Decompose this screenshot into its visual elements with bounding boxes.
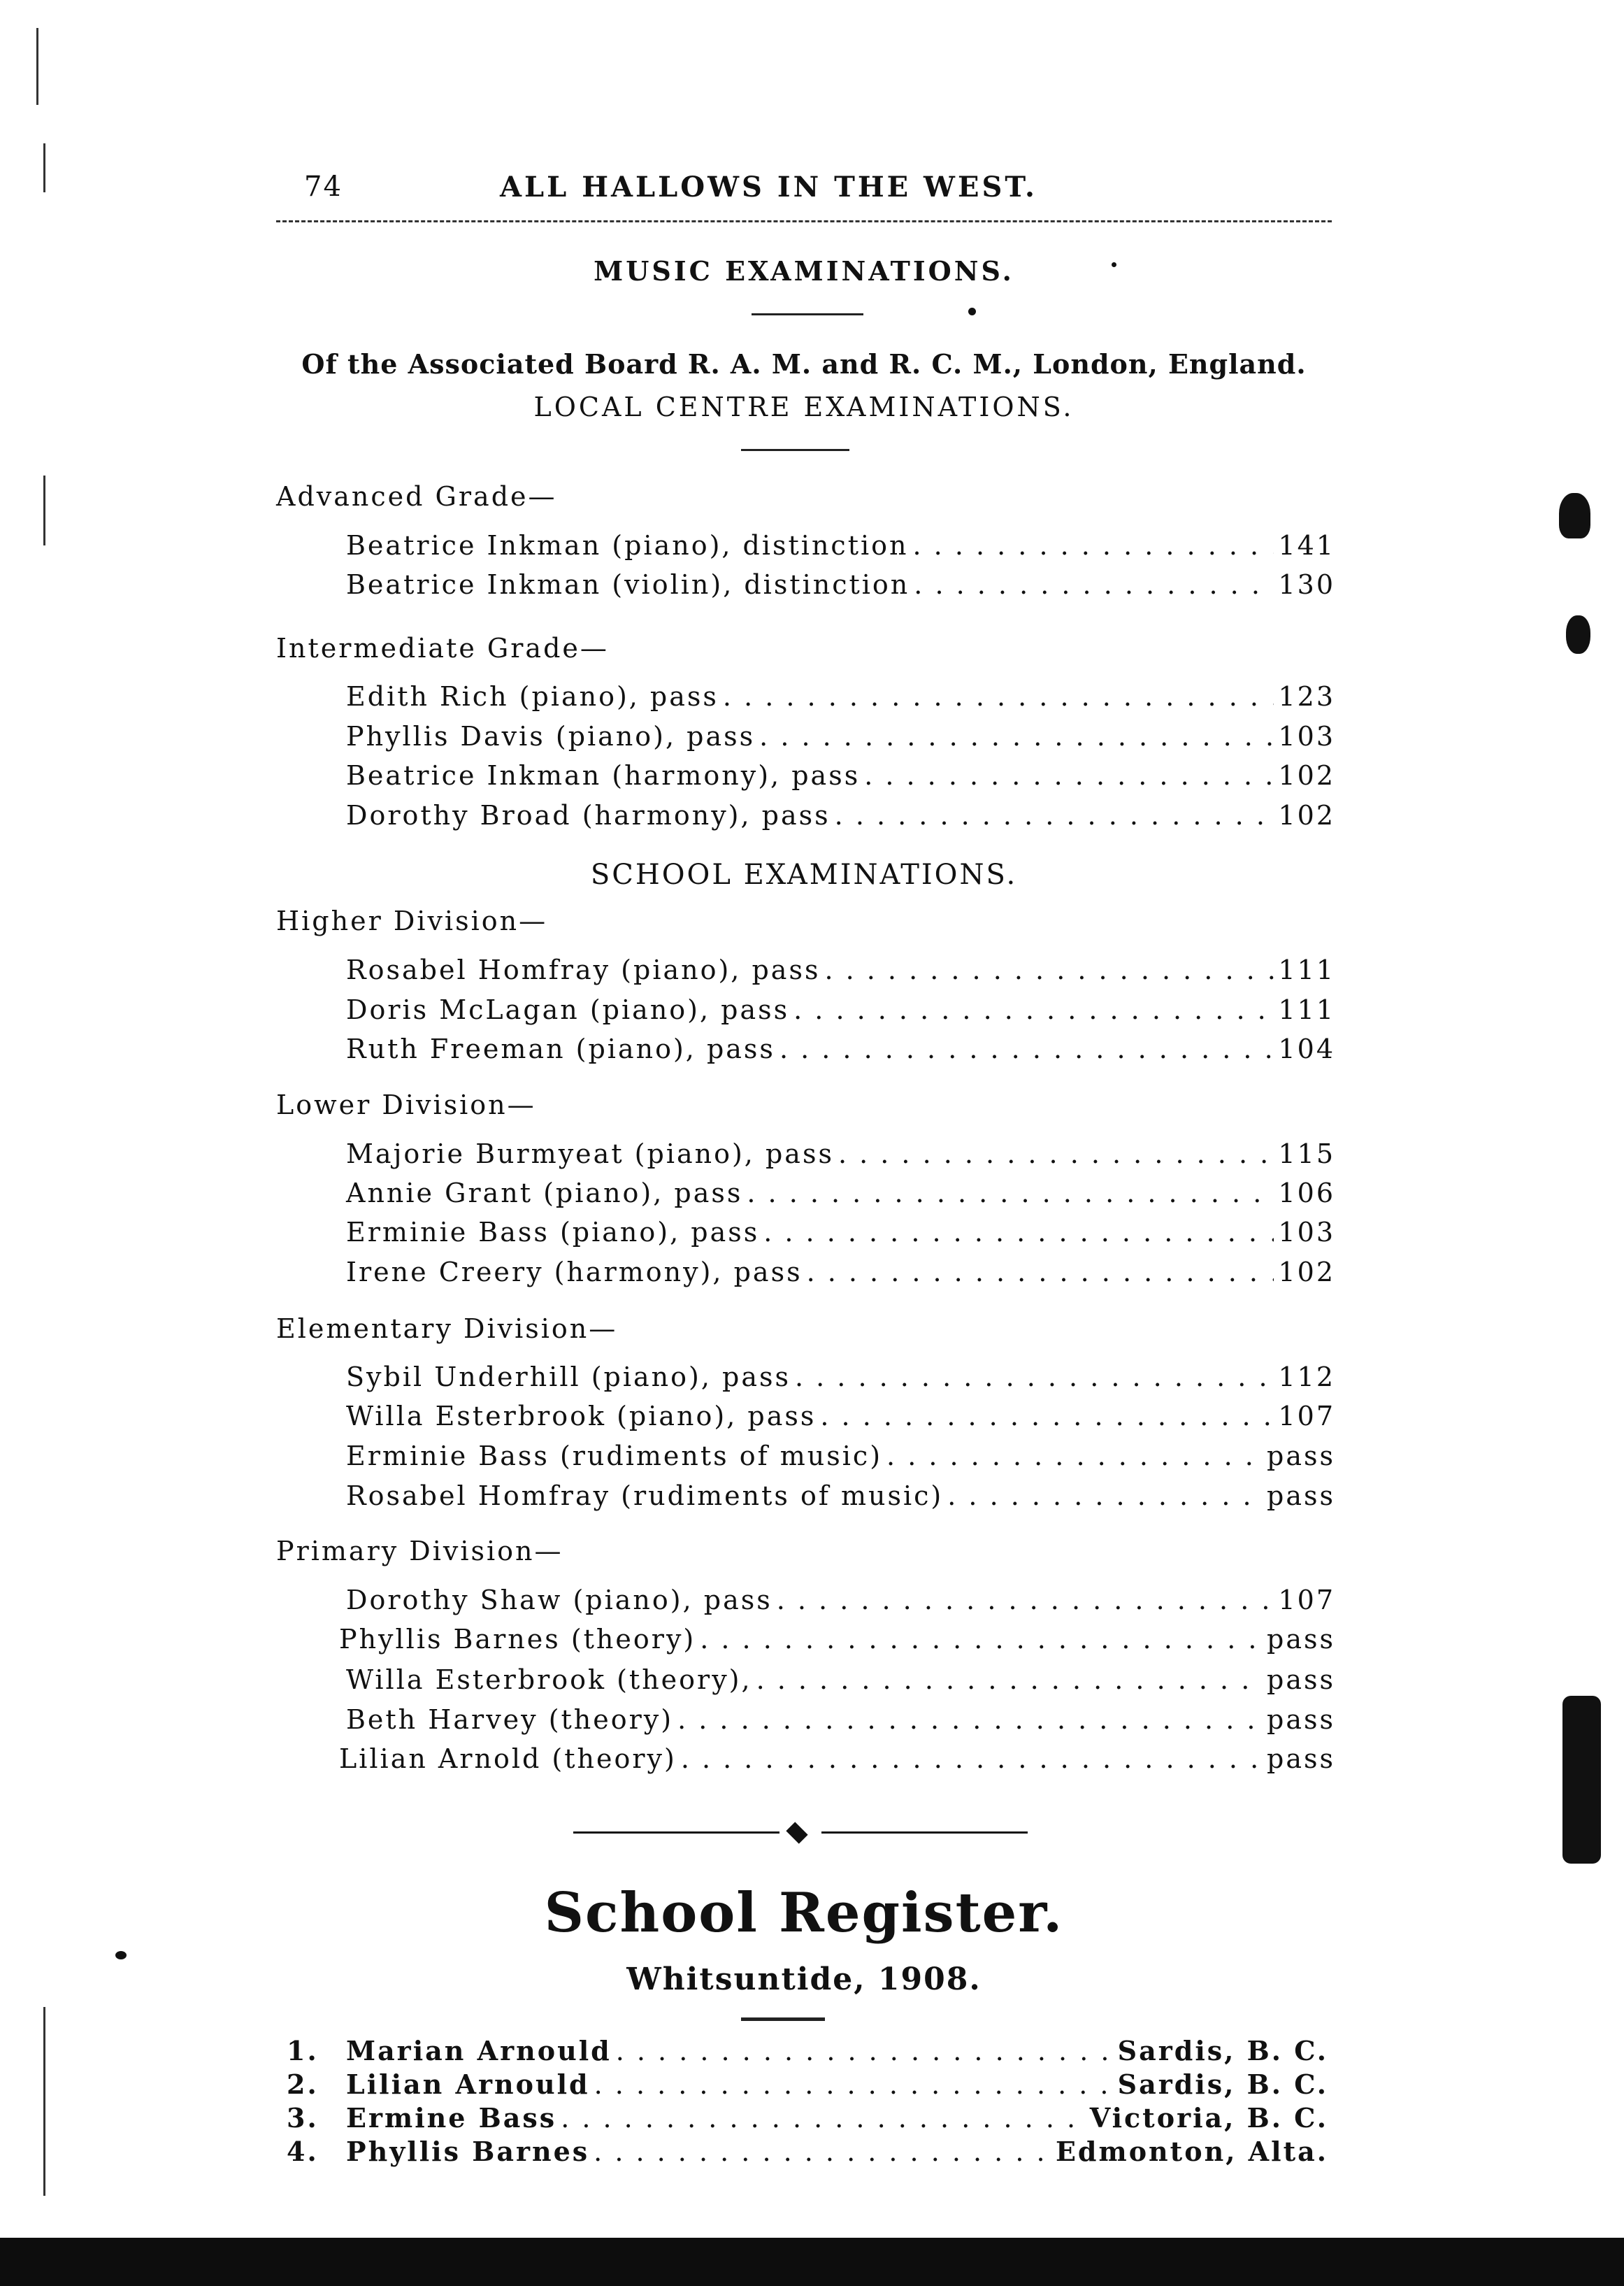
- entry-score: pass: [1267, 1480, 1335, 1511]
- header-rule: [276, 220, 1332, 222]
- dot-leader: [594, 2136, 1051, 2167]
- exam-entry: [346, 1480, 1335, 1515]
- school-examinations-title: SCHOOL EXAMINATIONS.: [590, 859, 1018, 891]
- exam-entry: [346, 994, 1335, 1029]
- exam-entry: [346, 1178, 1335, 1213]
- entry-name: Beth Harvey (theory): [346, 1704, 674, 1735]
- local-centre-heading: LOCAL CENTRE EXAMINATIONS.: [533, 392, 1075, 422]
- school-register-subtitle: Whitsuntide, 1908.: [626, 1962, 982, 1997]
- entry-score: 123: [1278, 681, 1335, 712]
- page-number: 74: [304, 171, 343, 203]
- exam-entry: [346, 1217, 1335, 1252]
- register-entry: [287, 2069, 1328, 2102]
- dot-leader: [723, 681, 1274, 712]
- associated-board-heading: Of the Associated Board R. A. M. and R. C. M., London, England.: [301, 348, 1307, 380]
- short-divider: [741, 449, 849, 451]
- exam-entry: [346, 1704, 1335, 1739]
- dot-leader: [763, 1217, 1274, 1248]
- entry-score: pass: [1267, 1743, 1335, 1774]
- short-divider: [741, 2017, 825, 2021]
- entry-name: Doris McLagan (piano), pass: [346, 994, 790, 1025]
- entry-score: 111: [1278, 994, 1335, 1025]
- entry-score: pass: [1267, 1624, 1335, 1655]
- dot-leader: [820, 1401, 1274, 1431]
- dot-leader: [947, 1480, 1263, 1511]
- entry-name: Rosabel Homfray (rudiments of music): [346, 1480, 944, 1511]
- exam-entry: [346, 1034, 1335, 1069]
- exam-entry: [346, 569, 1335, 604]
- dot-leader: [824, 955, 1274, 985]
- speck-icon: [968, 308, 976, 315]
- exam-entry: [346, 681, 1335, 716]
- entry-name: Rosabel Homfray (piano), pass: [346, 955, 821, 985]
- exam-entry: [346, 530, 1335, 565]
- diamond-icon: [786, 1822, 807, 1843]
- ornament-rule: [821, 1831, 1028, 1834]
- entry-name: Erminie Bass (rudiments of music): [346, 1441, 883, 1471]
- register-place: Sardis, B. C.: [1117, 2069, 1328, 2100]
- school-register-title: School Register.: [544, 1881, 1064, 1945]
- entry-name: Edith Rich (piano), pass: [346, 681, 719, 712]
- entry-score: pass: [1267, 1704, 1335, 1735]
- exam-entry: [346, 955, 1335, 990]
- register-name: Marian Arnould: [346, 2035, 612, 2066]
- higher-division-heading: Higher Division—: [276, 906, 548, 936]
- edge-ornament-icon: [1562, 1696, 1601, 1864]
- dot-leader: [756, 1664, 1263, 1695]
- register-number: 2.: [287, 2069, 319, 2100]
- entry-score: 106: [1278, 1178, 1335, 1208]
- elementary-division-heading: Elementary Division—: [276, 1313, 618, 1344]
- exam-entry: [346, 721, 1335, 756]
- running-title: ALL HALLOWS IN THE WEST.: [500, 171, 1037, 203]
- entry-name: Ruth Freeman (piano), pass: [346, 1034, 775, 1064]
- entry-score: 107: [1278, 1585, 1335, 1615]
- entry-name: Willa Esterbrook (piano), pass: [346, 1401, 817, 1431]
- entry-score: 104: [1278, 1034, 1335, 1064]
- ornament-rule: [573, 1831, 779, 1834]
- register-name: Lilian Arnould: [346, 2069, 590, 2100]
- entry-name: Irene Creery (harmony), pass: [346, 1257, 803, 1287]
- dot-leader: [616, 2036, 1114, 2066]
- running-head: [276, 171, 1332, 213]
- entry-name: Beatrice Inkman (piano), distinction: [346, 530, 909, 561]
- speck-icon: [115, 1951, 127, 1959]
- register-entry: [287, 2102, 1328, 2136]
- register-number: 3.: [287, 2102, 319, 2134]
- dot-leader: [864, 760, 1274, 791]
- advanced-grade-heading: Advanced Grade—: [276, 481, 557, 512]
- dot-leader: [681, 1743, 1263, 1774]
- entry-name: Beatrice Inkman (violin), distinction: [346, 569, 910, 600]
- entry-name: Dorothy Broad (harmony), pass: [346, 800, 831, 831]
- entry-score: 107: [1278, 1401, 1335, 1431]
- entry-score: 111: [1278, 955, 1335, 985]
- register-entry: [287, 2035, 1328, 2069]
- dot-leader: [779, 1034, 1274, 1064]
- section-ornament: [573, 1822, 1028, 1843]
- register-name: Phyllis Barnes: [346, 2136, 590, 2167]
- entry-score: 102: [1278, 760, 1335, 791]
- entry-name: Willa Esterbrook (theory),: [346, 1664, 752, 1695]
- margin-scan-line: [43, 2007, 45, 2196]
- dot-leader: [561, 2103, 1086, 2134]
- entry-score: 103: [1278, 1217, 1335, 1248]
- entry-name: Majorie Burmyeat (piano), pass: [346, 1138, 834, 1169]
- scan-edge-bar: [0, 2238, 1624, 2286]
- entry-score: pass: [1267, 1664, 1335, 1695]
- dot-leader: [793, 994, 1274, 1025]
- lower-division-heading: Lower Division—: [276, 1090, 536, 1120]
- dot-leader: [838, 1138, 1274, 1169]
- dot-leader: [914, 569, 1274, 600]
- intermediate-grade-heading: Intermediate Grade—: [276, 633, 609, 664]
- entry-name: Annie Grant (piano), pass: [346, 1178, 743, 1208]
- margin-scan-line: [43, 143, 45, 192]
- entry-score: 102: [1278, 800, 1335, 831]
- dot-leader: [795, 1362, 1274, 1392]
- dot-leader: [807, 1257, 1274, 1287]
- register-place: Edmonton, Alta.: [1055, 2136, 1328, 2167]
- exam-entry: [346, 1257, 1335, 1292]
- entry-score: 103: [1278, 721, 1335, 752]
- dot-leader: [835, 800, 1274, 831]
- register-name: Ermine Bass: [346, 2102, 557, 2134]
- exam-entry: [346, 1362, 1335, 1396]
- dot-leader: [777, 1585, 1274, 1615]
- music-examinations-title: MUSIC EXAMINATIONS.: [594, 255, 1014, 287]
- exam-entry: [339, 1743, 1335, 1778]
- dot-leader: [886, 1441, 1263, 1471]
- entry-score: 115: [1278, 1138, 1335, 1169]
- exam-entry: [346, 800, 1335, 835]
- dot-leader: [677, 1704, 1263, 1735]
- margin-scan-line: [43, 476, 45, 545]
- entry-name: Dorothy Shaw (piano), pass: [346, 1585, 773, 1615]
- exam-entry: [346, 1441, 1335, 1476]
- primary-division-heading: Primary Division—: [276, 1536, 563, 1566]
- dot-leader: [700, 1624, 1263, 1655]
- entry-name: Beatrice Inkman (harmony), pass: [346, 760, 861, 791]
- register-place: Victoria, B. C.: [1089, 2102, 1328, 2134]
- entry-name: Phyllis Barnes (theory): [339, 1624, 696, 1655]
- entry-name: Erminie Bass (piano), pass: [346, 1217, 760, 1248]
- short-divider: [752, 313, 863, 315]
- register-number: 1.: [287, 2035, 319, 2066]
- register-number: 4.: [287, 2136, 319, 2167]
- exam-entry: [346, 1664, 1335, 1699]
- register-place: Sardis, B. C.: [1117, 2035, 1328, 2066]
- entry-name: Lilian Arnold (theory): [339, 1743, 677, 1774]
- exam-entry: [346, 1585, 1335, 1620]
- entry-name: Sybil Underhill (piano), pass: [346, 1362, 791, 1392]
- entry-score: 141: [1278, 530, 1335, 561]
- dot-leader: [759, 721, 1274, 752]
- exam-entry: [339, 1624, 1335, 1659]
- dot-leader: [913, 530, 1274, 561]
- margin-scan-line: [36, 28, 38, 105]
- edge-mark-icon: [1559, 493, 1590, 538]
- dot-leader: [747, 1178, 1274, 1208]
- exam-entry: [346, 760, 1335, 795]
- exam-entry: [346, 1138, 1335, 1173]
- entry-name: Phyllis Davis (piano), pass: [346, 721, 756, 752]
- entry-score: 102: [1278, 1257, 1335, 1287]
- register-entry: [287, 2136, 1328, 2169]
- entry-score: 130: [1278, 569, 1335, 600]
- entry-score: 112: [1278, 1362, 1335, 1392]
- entry-score: pass: [1267, 1441, 1335, 1471]
- exam-entry: [346, 1401, 1335, 1436]
- dot-leader: [594, 2069, 1114, 2100]
- edge-mark-icon: [1566, 615, 1590, 654]
